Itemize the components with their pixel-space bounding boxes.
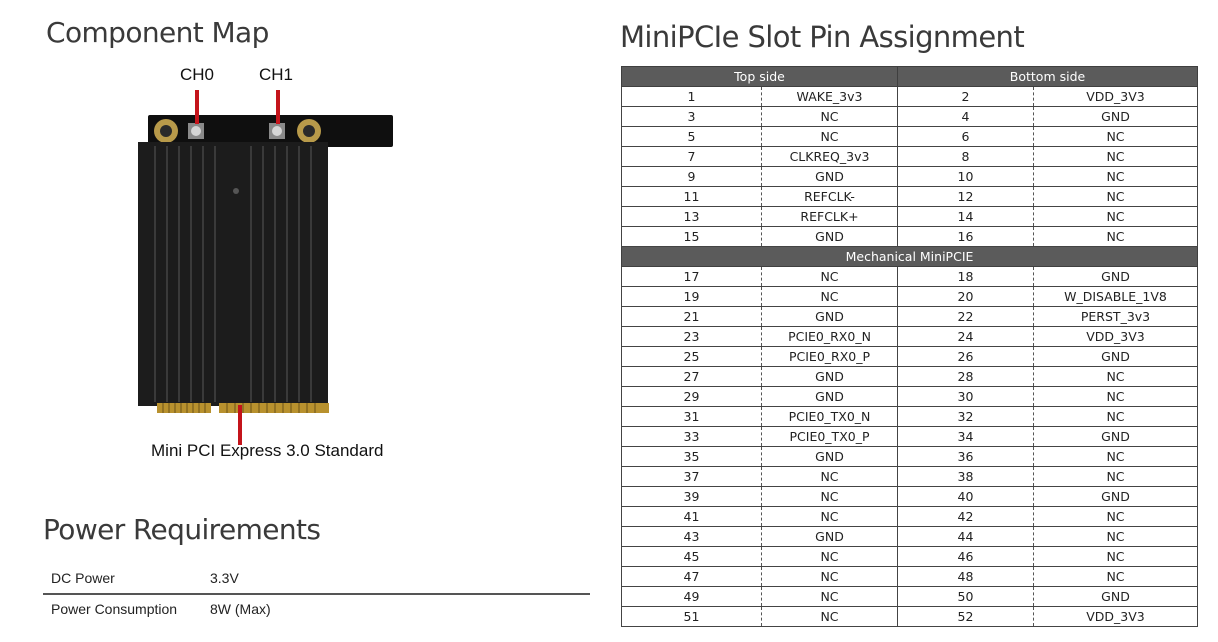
top-pin-number: 33 [622, 427, 762, 447]
top-pin-signal: NC [762, 287, 898, 307]
power-label: Power Consumption [51, 601, 178, 617]
bottom-pin-signal: NC [1034, 567, 1198, 587]
bottom-pin-signal: NC [1034, 467, 1198, 487]
bottom-pin-signal: NC [1034, 207, 1198, 227]
bottom-pin-signal: PERST_3v3 [1034, 307, 1198, 327]
pin-row [622, 587, 1198, 607]
top-pin-number: 23 [622, 327, 762, 347]
top-pin-signal: GND [762, 527, 898, 547]
bottom-side-header: Bottom side [898, 67, 1198, 87]
bottom-pin-number: 42 [898, 507, 1034, 527]
pin-row [622, 127, 1198, 147]
bottom-pin-number: 28 [898, 367, 1034, 387]
bottom-pin-number: 36 [898, 447, 1034, 467]
pin-table-header [622, 67, 1198, 87]
pin-row [622, 607, 1198, 627]
pin-row [622, 527, 1198, 547]
top-pin-signal: GND [762, 447, 898, 467]
ch0-label: CH0 [180, 65, 215, 84]
top-pin-number: 13 [622, 207, 762, 227]
bottom-pin-signal: VDD_3V3 [1034, 327, 1198, 347]
pin-row [622, 187, 1198, 207]
mechanical-row [622, 247, 1198, 267]
pin-row [622, 427, 1198, 447]
minipcie-module-image [135, 60, 415, 480]
bottom-pin-signal: NC [1034, 507, 1198, 527]
bottom-pin-signal: GND [1034, 107, 1198, 127]
top-pin-number: 21 [622, 307, 762, 327]
top-pin-number: 1 [622, 87, 762, 107]
top-pin-number: 25 [622, 347, 762, 367]
bottom-pin-number: 12 [898, 187, 1034, 207]
top-pin-signal: NC [762, 467, 898, 487]
top-pin-number: 17 [622, 267, 762, 287]
top-pin-signal: PCIE0_RX0_N [762, 327, 898, 347]
bottom-pin-number: 44 [898, 527, 1034, 547]
pin-row [622, 447, 1198, 467]
bottom-pin-number: 8 [898, 147, 1034, 167]
bottom-pin-number: 50 [898, 587, 1034, 607]
bottom-pin-number: 18 [898, 267, 1034, 287]
top-pin-signal: NC [762, 127, 898, 147]
bottom-pin-number: 22 [898, 307, 1034, 327]
top-pin-signal: NC [762, 267, 898, 287]
bottom-pin-number: 14 [898, 207, 1034, 227]
bottom-pin-number: 4 [898, 107, 1034, 127]
component-map-title: Component Map [46, 16, 269, 49]
top-pin-number: 41 [622, 507, 762, 527]
bottom-pin-number: 20 [898, 287, 1034, 307]
pin-row [622, 467, 1198, 487]
top-pin-number: 43 [622, 527, 762, 547]
bottom-pin-number: 16 [898, 227, 1034, 247]
pin-row [622, 227, 1198, 247]
bottom-pin-signal: VDD_3V3 [1034, 607, 1198, 627]
bottom-pin-signal: NC [1034, 227, 1198, 247]
top-pin-signal: NC [762, 607, 898, 627]
bottom-pin-signal: NC [1034, 127, 1198, 147]
bottom-pin-signal: W_DISABLE_1V8 [1034, 287, 1198, 307]
power-row-dc [43, 570, 590, 595]
bottom-pin-number: 32 [898, 407, 1034, 427]
top-pin-number: 15 [622, 227, 762, 247]
top-pin-signal: GND [762, 227, 898, 247]
top-pin-signal: NC [762, 107, 898, 127]
power-divider [43, 593, 590, 595]
top-pin-number: 51 [622, 607, 762, 627]
pin-row [622, 487, 1198, 507]
top-pin-signal: NC [762, 507, 898, 527]
top-pin-signal: GND [762, 307, 898, 327]
top-pin-signal: GND [762, 387, 898, 407]
bottom-pin-number: 26 [898, 347, 1034, 367]
top-pin-signal: PCIE0_TX0_N [762, 407, 898, 427]
top-pin-signal: CLKREQ_3v3 [762, 147, 898, 167]
top-pin-signal: GND [762, 367, 898, 387]
pin-row [622, 107, 1198, 127]
power-label: DC Power [51, 570, 115, 586]
top-pin-number: 19 [622, 287, 762, 307]
bottom-pin-number: 10 [898, 167, 1034, 187]
ch1-label: CH1 [259, 65, 294, 84]
pin-row [622, 547, 1198, 567]
bottom-pin-number: 6 [898, 127, 1034, 147]
top-pin-number: 47 [622, 567, 762, 587]
pin-row [622, 207, 1198, 227]
pin-row [622, 307, 1198, 327]
bottom-pin-number: 52 [898, 607, 1034, 627]
top-pin-signal: PCIE0_TX0_P [762, 427, 898, 447]
pin-row [622, 147, 1198, 167]
pin-row [622, 567, 1198, 587]
bottom-pin-signal: VDD_3V3 [1034, 87, 1198, 107]
module-caption: Mini PCI Express 3.0 Standard [151, 441, 384, 460]
bottom-pin-signal: GND [1034, 427, 1198, 447]
bottom-pin-number: 46 [898, 547, 1034, 567]
bottom-pin-signal: NC [1034, 447, 1198, 467]
top-pin-number: 35 [622, 447, 762, 467]
bottom-pin-signal: NC [1034, 187, 1198, 207]
bottom-pin-signal: GND [1034, 347, 1198, 367]
bottom-pin-signal: NC [1034, 387, 1198, 407]
bottom-pin-number: 40 [898, 487, 1034, 507]
power-row-consumption [43, 601, 590, 623]
mechanical-label: Mechanical MiniPCIE [622, 247, 1198, 267]
top-pin-signal: NC [762, 487, 898, 507]
top-pin-signal: NC [762, 567, 898, 587]
bottom-pin-signal: NC [1034, 547, 1198, 567]
top-pin-number: 5 [622, 127, 762, 147]
top-pin-number: 11 [622, 187, 762, 207]
pin-row [622, 267, 1198, 287]
power-value: 3.3V [210, 570, 239, 586]
pin-row [622, 407, 1198, 427]
pin-row [622, 327, 1198, 347]
bottom-pin-number: 30 [898, 387, 1034, 407]
top-pin-number: 31 [622, 407, 762, 427]
power-value: 8W (Max) [210, 601, 271, 617]
power-requirements-title: Power Requirements [43, 513, 321, 546]
bottom-pin-number: 38 [898, 467, 1034, 487]
bottom-pin-signal: NC [1034, 527, 1198, 547]
top-pin-number: 29 [622, 387, 762, 407]
top-pin-number: 9 [622, 167, 762, 187]
bottom-pin-number: 2 [898, 87, 1034, 107]
top-pin-number: 45 [622, 547, 762, 567]
pin-row [622, 87, 1198, 107]
bottom-pin-signal: GND [1034, 587, 1198, 607]
pin-row [622, 167, 1198, 187]
top-pin-signal: NC [762, 547, 898, 567]
bottom-pin-signal: NC [1034, 147, 1198, 167]
top-pin-signal: REFCLK+ [762, 207, 898, 227]
top-side-header: Top side [622, 67, 898, 87]
pin-assignment-title: MiniPCIe Slot Pin Assignment [620, 20, 1025, 54]
pin-row [622, 387, 1198, 407]
top-pin-number: 37 [622, 467, 762, 487]
pin-row [622, 367, 1198, 387]
top-pin-number: 49 [622, 587, 762, 607]
top-pin-number: 3 [622, 107, 762, 127]
top-pin-number: 39 [622, 487, 762, 507]
bottom-pin-signal: GND [1034, 487, 1198, 507]
pin-row [622, 287, 1198, 307]
top-pin-signal: PCIE0_RX0_P [762, 347, 898, 367]
bottom-pin-signal: NC [1034, 367, 1198, 387]
pin-row [622, 347, 1198, 367]
bottom-pin-signal: GND [1034, 267, 1198, 287]
bottom-pin-number: 34 [898, 427, 1034, 447]
pin-row [622, 507, 1198, 527]
bottom-pin-number: 24 [898, 327, 1034, 347]
pin-assignment-table [621, 66, 1198, 627]
top-pin-number: 7 [622, 147, 762, 167]
top-pin-signal: GND [762, 167, 898, 187]
bottom-pin-number: 48 [898, 567, 1034, 587]
top-pin-number: 27 [622, 367, 762, 387]
bottom-pin-signal: NC [1034, 167, 1198, 187]
top-pin-signal: REFCLK- [762, 187, 898, 207]
top-pin-signal: NC [762, 587, 898, 607]
bottom-pin-signal: NC [1034, 407, 1198, 427]
top-pin-signal: WAKE_3v3 [762, 87, 898, 107]
